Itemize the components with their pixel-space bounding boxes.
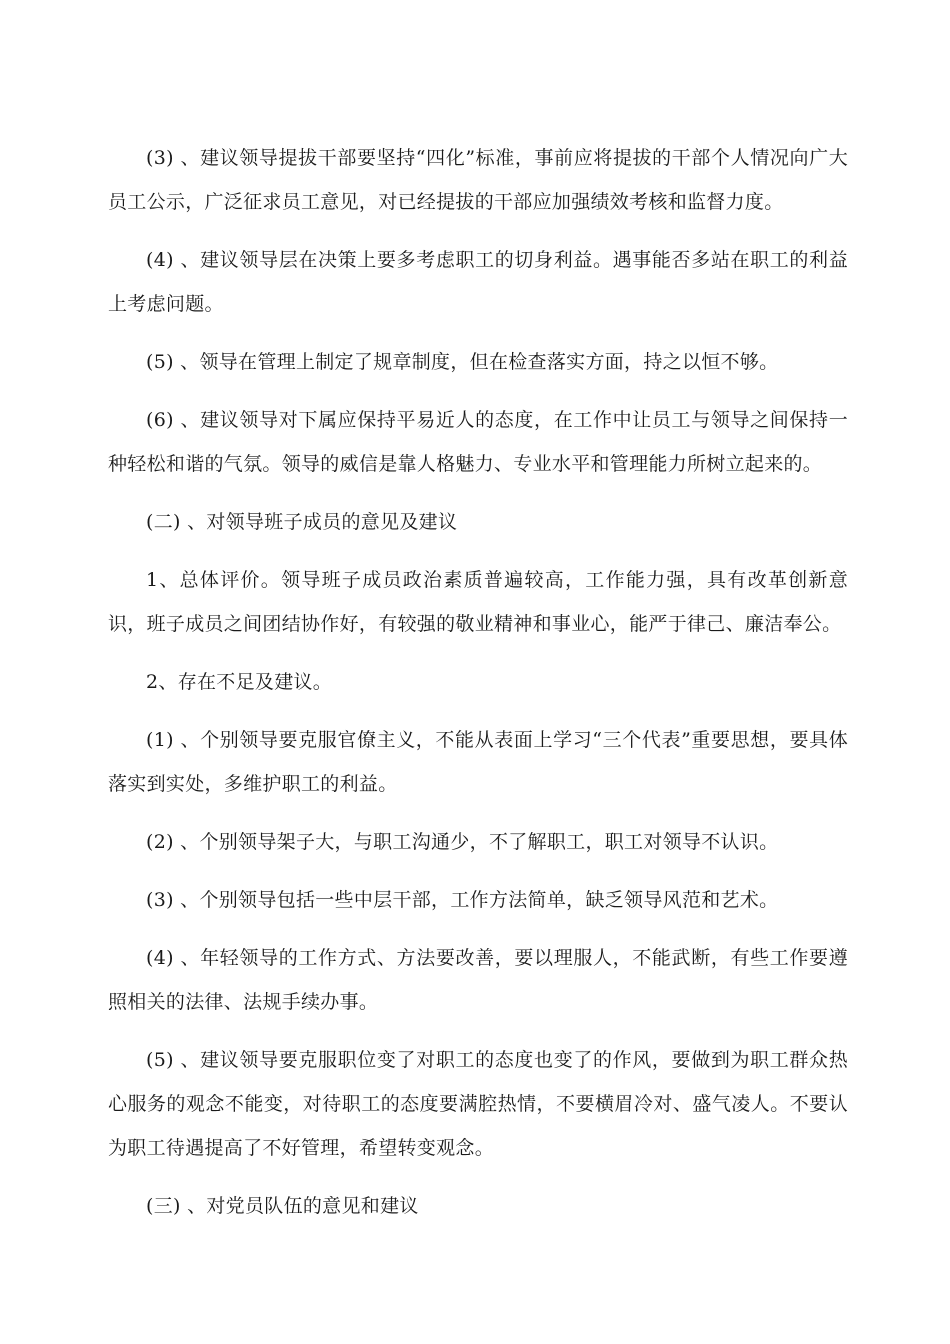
paragraph-communication: (2) 、个别领导架子大，与职工沟通少，不了解职工，职工对领导不认识。 [146,831,779,853]
paragraph-leader-promotion: (3) 、建议领导提拔干部要坚持“四化”标准，事前应将提拔的干部个人情况向广大员工公示，广泛征求员工意见，对已经提拔的干部应加强绩效考核和监督力度。 [108,147,848,213]
paragraph-bureaucracy: (1) 、个别领导要克服官僚主义，不能从表面上学习“三个代表”重要思想，要具体落实到实处，多维护职工的利益。 [108,729,848,795]
paragraph-work-methods: (3) 、个别领导包括一些中层干部，工作方法简单，缺乏领导风范和艺术。 [146,889,779,911]
paragraph-overall-evaluation: 1、总体评价。领导班子成员政治素质普遍较高，工作能力强，具有改革创新意识，班子成员之间团结协作好，有较强的敬业精神和事业心，能严于律己、廉洁奉公。 [108,569,848,635]
paragraph-approachable-attitude: (6) 、建议领导对下属应保持平易近人的态度，在工作中让员工与领导之间保持一种轻松和谐的气氛。领导的威信是靠人格魅力、专业水平和管理能力所树立起来的。 [108,409,848,475]
document-page [108,136,848,1228]
paragraph-decision-interests: (4) 、建议领导层在决策上要多考虑职工的切身利益。遇事能否多站在职工的利益上考虑问题。 [108,249,848,315]
section-heading-party-members: (三) 、对党员队伍的意见和建议 [146,1195,419,1217]
paragraph-rules-enforcement: (5) 、领导在管理上制定了规章制度，但在检查落实方面，持之以恒不够。 [146,351,779,373]
paragraph-young-leaders: (4) 、年轻领导的工作方式、方法要改善，要以理服人，不能武断，有些工作要遵照相关的法律、法规手续办事。 [108,947,848,1013]
paragraph-attitude-change: (5) 、建议领导要克服职位变了对职工的态度也变了的作风，要做到为职工群众热心服务的观念不能变，对待职工的态度要满腔热情，不要横眉冷对、盛气凌人。不要认为职工待遇提高了不好管理，希望转变观念。 [108,1049,848,1159]
paragraph-shortcomings-heading: 2、存在不足及建议。 [146,671,333,693]
section-heading-leadership-members: (二) 、对领导班子成员的意见及建议 [146,511,458,533]
